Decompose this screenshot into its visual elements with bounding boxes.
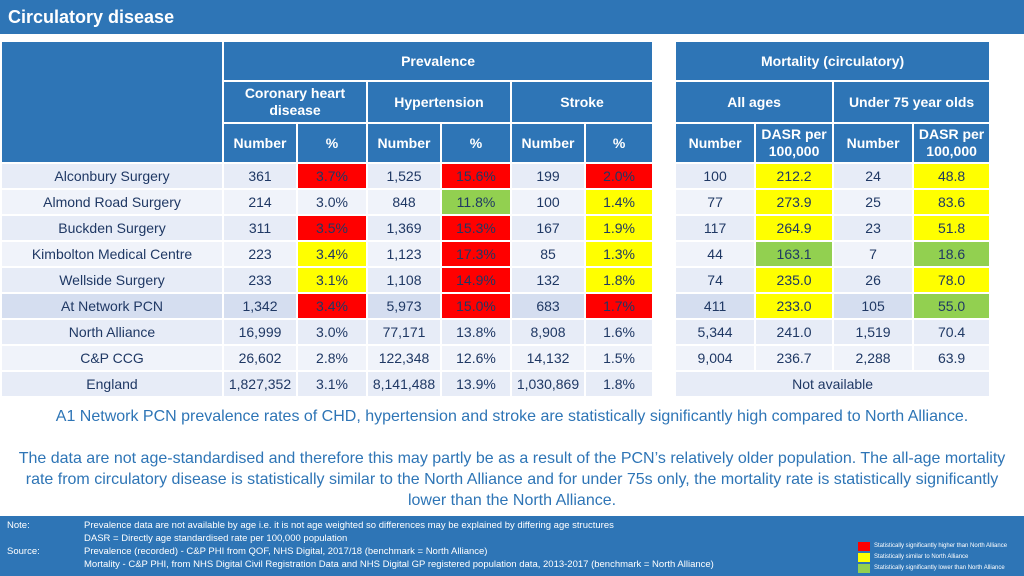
header-number: Number [512,124,584,162]
table-cell: 11.8% [442,190,510,214]
table-cell: 1.8% [586,268,652,292]
table-cell: 212.2 [756,164,832,188]
table-cell: 236.7 [756,346,832,370]
table-row [2,372,989,396]
table-cell: 15.3% [442,216,510,240]
table-cell: 1,108 [368,268,440,292]
summary-message: A1 Network PCN prevalence rates of CHD, hypertension and stroke are statistically significantly high compared to North Alliance. [55,408,969,425]
table-cell: 24 [834,164,912,188]
table-cell: 848 [368,190,440,214]
source-label: Source: [7,546,40,557]
table-corner [2,42,222,162]
table-cell: 122,348 [368,346,440,370]
circulatory-table [0,40,991,398]
legend-item: Statistically similar to North Alliance [858,552,1007,563]
table-cell: 235.0 [756,268,832,292]
header-percent: % [298,124,366,162]
table-cell: 117 [676,216,754,240]
table-row [2,190,989,214]
table-cell: 3.0% [298,320,366,344]
note-label: Note: [7,520,30,531]
header-under75: Under 75 year olds [834,82,989,122]
table-cell: 1,030,869 [512,372,584,396]
column-gap [654,372,674,396]
header-percent: % [442,124,510,162]
table-cell: 3.4% [298,242,366,266]
table-cell: 2.8% [298,346,366,370]
source-text: Mortality - C&P PHI, from NHS Digital Civil Registration Data and NHS Digital GP registered population data, 2013-2017 (benchmark = North Alliance) [84,559,714,570]
table-cell: 77,171 [368,320,440,344]
legend-item: Statistically significantly higher than North Alliance [858,541,1007,552]
header-number: Number [676,124,754,162]
table-cell: 233 [224,268,296,292]
row-name: Almond Road Surgery [2,190,222,214]
table-cell: 1.9% [586,216,652,240]
legend [858,541,1007,574]
table-cell: 273.9 [756,190,832,214]
legend-swatch-green [858,564,870,573]
table-cell: 5,973 [368,294,440,318]
table-row [2,268,989,292]
table-cell: 7 [834,242,912,266]
table-cell: 163.1 [756,242,832,266]
table-cell: 233.0 [756,294,832,318]
header-dasr: DASR per 100,000 [756,124,832,162]
table-cell: 223 [224,242,296,266]
column-gap [654,346,674,370]
column-gap [654,268,674,292]
table-cell: 15.0% [442,294,510,318]
header-number: Number [834,124,912,162]
table-cell: 44 [676,242,754,266]
table-cell: 1.8% [586,372,652,396]
table-cell: 3.1% [298,372,366,396]
table-cell: 214 [224,190,296,214]
column-gap [654,242,674,266]
header-hypertension: Hypertension [368,82,510,122]
table-cell: 3.1% [298,268,366,292]
table-cell: 63.9 [914,346,989,370]
table-cell: 2,288 [834,346,912,370]
table-cell: 1.5% [586,346,652,370]
table-cell: 48.8 [914,164,989,188]
row-name: North Alliance [2,320,222,344]
table-cell: 74 [676,268,754,292]
table-cell: 132 [512,268,584,292]
table-row [2,216,989,240]
legend-swatch-red [858,542,870,551]
table-cell: 9,004 [676,346,754,370]
table-cell: 683 [512,294,584,318]
table-cell: 23 [834,216,912,240]
header-mortality: Mortality (circulatory) [676,42,989,80]
table-cell: 3.4% [298,294,366,318]
table-cell: 264.9 [756,216,832,240]
table-cell: 100 [512,190,584,214]
table-cell: 1.6% [586,320,652,344]
not-available-cell: Not available [676,372,989,396]
row-name: Wellside Surgery [2,268,222,292]
table-cell: 2.0% [586,164,652,188]
column-gap [654,164,674,188]
table-cell: 411 [676,294,754,318]
table-cell: 1.4% [586,190,652,214]
table-cell: 105 [834,294,912,318]
source-text: Prevalence (recorded) - C&P PHI from QOF, NHS Digital, 2017/18 (benchmark = North Alliance) [84,546,488,557]
table-cell: 241.0 [756,320,832,344]
table-cell: 26 [834,268,912,292]
detail-message: The data are not age-standardised and therefore this may partly be as a result of the PCN’s relatively older population. The all-age mortality rate from circulatory disease is statistically similar to the North Alliance and for under 75s only, the mortality rate is statistically significantly lower than the North Alliance. [18,450,1006,509]
header-chd: Coronary heart disease [224,82,366,122]
header-number: Number [368,124,440,162]
note-text: DASR = Directly age standardised rate per 100,000 population [84,533,348,544]
table-cell: 3.7% [298,164,366,188]
table-cell: 1,123 [368,242,440,266]
header-dasr: DASR per 100,000 [914,124,989,162]
table-cell: 311 [224,216,296,240]
header-percent: % [586,124,652,162]
note-text: Prevalence data are not available by age i.e. it is not age weighted so differences may be explained by differing age structures [84,520,614,531]
table-cell: 25 [834,190,912,214]
table-cell: 199 [512,164,584,188]
column-gap [654,190,674,214]
table-cell: 13.8% [442,320,510,344]
table-cell: 14.9% [442,268,510,292]
table-cell: 51.8 [914,216,989,240]
table-cell: 1,525 [368,164,440,188]
table-cell: 1,827,352 [224,372,296,396]
table-row [2,242,989,266]
legend-swatch-yellow [858,553,870,562]
row-name: England [2,372,222,396]
row-name: At Network PCN [2,294,222,318]
table-cell: 16,999 [224,320,296,344]
table-row [2,320,989,344]
row-name: Alconbury Surgery [2,164,222,188]
table-cell: 55.0 [914,294,989,318]
table-cell: 361 [224,164,296,188]
table-cell: 12.6% [442,346,510,370]
table-cell: 26,602 [224,346,296,370]
table-cell: 1,342 [224,294,296,318]
header-all-ages: All ages [676,82,832,122]
table-cell: 85 [512,242,584,266]
table-row [2,164,989,188]
row-name: Kimbolton Medical Centre [2,242,222,266]
table-cell: 5,344 [676,320,754,344]
table-cell: 1.3% [586,242,652,266]
page-title: Circulatory disease [0,0,1024,34]
table-cell: 167 [512,216,584,240]
table-cell: 78.0 [914,268,989,292]
row-name: Buckden Surgery [2,216,222,240]
table-cell: 3.0% [298,190,366,214]
table-cell: 17.3% [442,242,510,266]
table-cell: 18.6 [914,242,989,266]
table-row [2,294,989,318]
table-cell: 77 [676,190,754,214]
table-cell: 3.5% [298,216,366,240]
header-stroke: Stroke [512,82,652,122]
table-cell: 8,141,488 [368,372,440,396]
table-cell: 15.6% [442,164,510,188]
table-row [2,346,989,370]
row-name: C&P CCG [2,346,222,370]
table-cell: 1.7% [586,294,652,318]
table-cell: 83.6 [914,190,989,214]
legend-item: Statistically significantly lower than North Alliance [858,563,1007,574]
table-cell: 1,519 [834,320,912,344]
table-cell: 70.4 [914,320,989,344]
table-cell: 14,132 [512,346,584,370]
header-prevalence: Prevalence [224,42,652,80]
table-cell: 100 [676,164,754,188]
table-cell: 8,908 [512,320,584,344]
column-gap [654,294,674,318]
column-gap [654,216,674,240]
header-number: Number [224,124,296,162]
table-cell: 13.9% [442,372,510,396]
table-cell: 1,369 [368,216,440,240]
column-gap [654,320,674,344]
